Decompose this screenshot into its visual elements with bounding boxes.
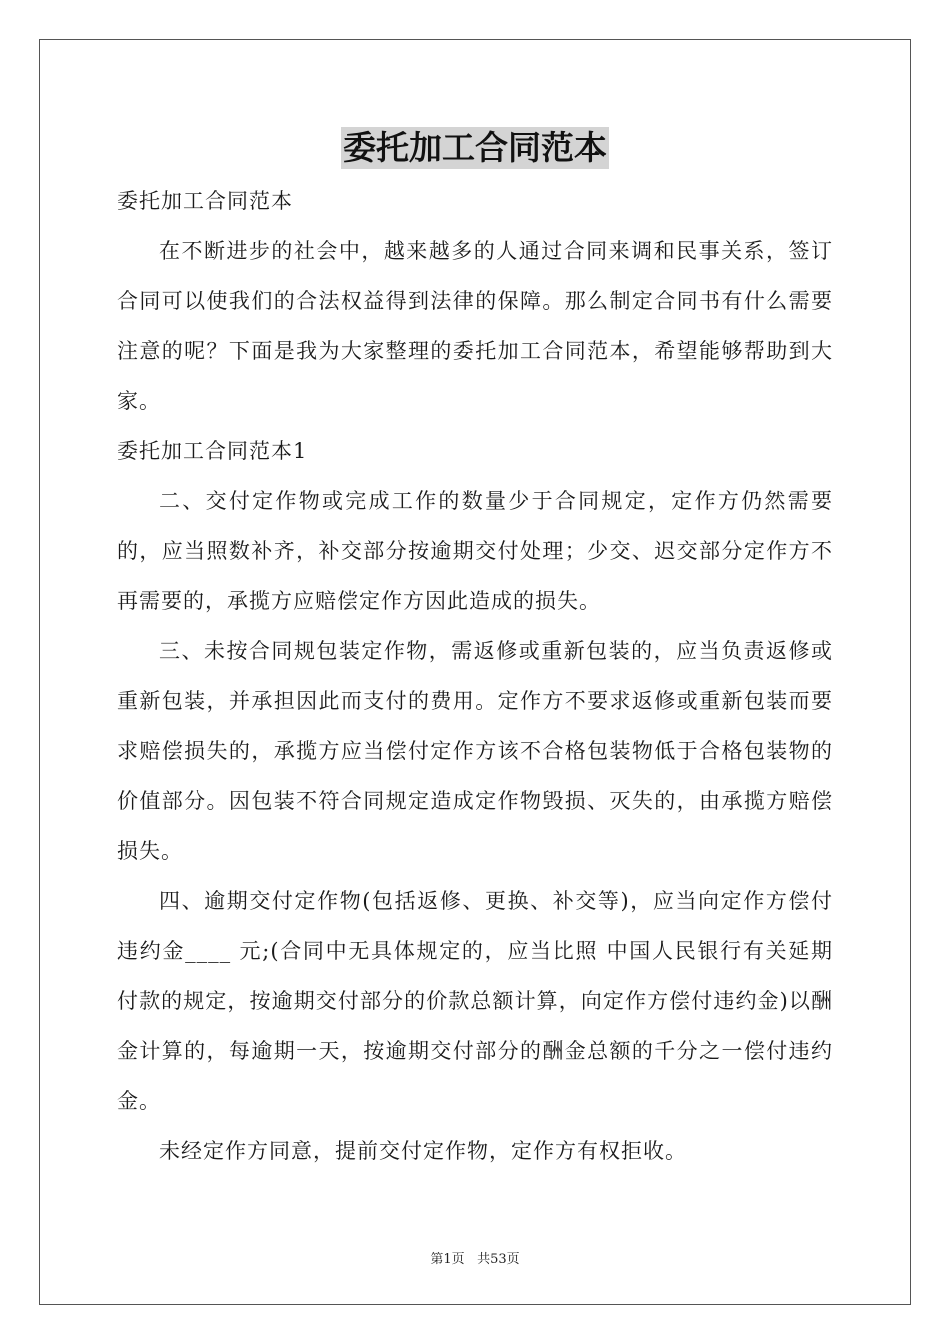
intro-paragraph: 在不断进步的社会中，越来越多的人通过合同来调和民事关系，签订合同可以使我们的合法权益得到法律的保障。那么制定合同书有什么需要注意的呢？下面是我为大家整理的委托加工合同范本，希望能够帮助到大家。 [117, 239, 833, 413]
page-footer [0, 1248, 950, 1267]
footer-spacer [465, 1252, 477, 1267]
title-container [0, 127, 950, 169]
document-subtitle: 委托加工合同范本 [117, 189, 293, 213]
total-pages: 共53页 [477, 1252, 520, 1267]
clause-paragraph: 二、交付定作物或完成工作的数量少于合同规定，定作方仍然需要的，应当照数补齐，补交部分按逾期交付处理；少交、迟交部分定作方不再需要的，承揽方应赔偿定作方因此造成的损失。 [117, 489, 833, 613]
document-body [117, 176, 833, 1176]
clause-paragraph: 四、逾期交付定作物(包括返修、更换、补交等)，应当向定作方偿付违约金____ 元;(合同中无具体规定的，应当比照 中国人民银行有关延期付款的规定，按逾期交付部分的价款总额计算，向定作方偿付违约金)以酬金计算的，每逾期一天，按逾期交付部分的酬金总额的千分之一偿付违约金。 [117, 889, 833, 1113]
clause-paragraph: 三、未按合同规包装定作物，需返修或重新包装的，应当负责返修或重新包装，并承担因此而支付的费用。定作方不要求返修或重新包装而要求赔偿损失的，承揽方应当偿付定作方该不合格包装物低于合格包装物的价值部分。因包装不符合同规定造成定作物毁损、灭失的，由承揽方赔偿损失。 [117, 639, 833, 863]
document-title: 委托加工合同范本 [343, 128, 607, 167]
page-number: 第1页 [430, 1252, 465, 1267]
clause-paragraph: 未经定作方同意，提前交付定作物，定作方有权拒收。 [159, 1139, 687, 1163]
section-heading: 委托加工合同范本1 [117, 439, 308, 463]
